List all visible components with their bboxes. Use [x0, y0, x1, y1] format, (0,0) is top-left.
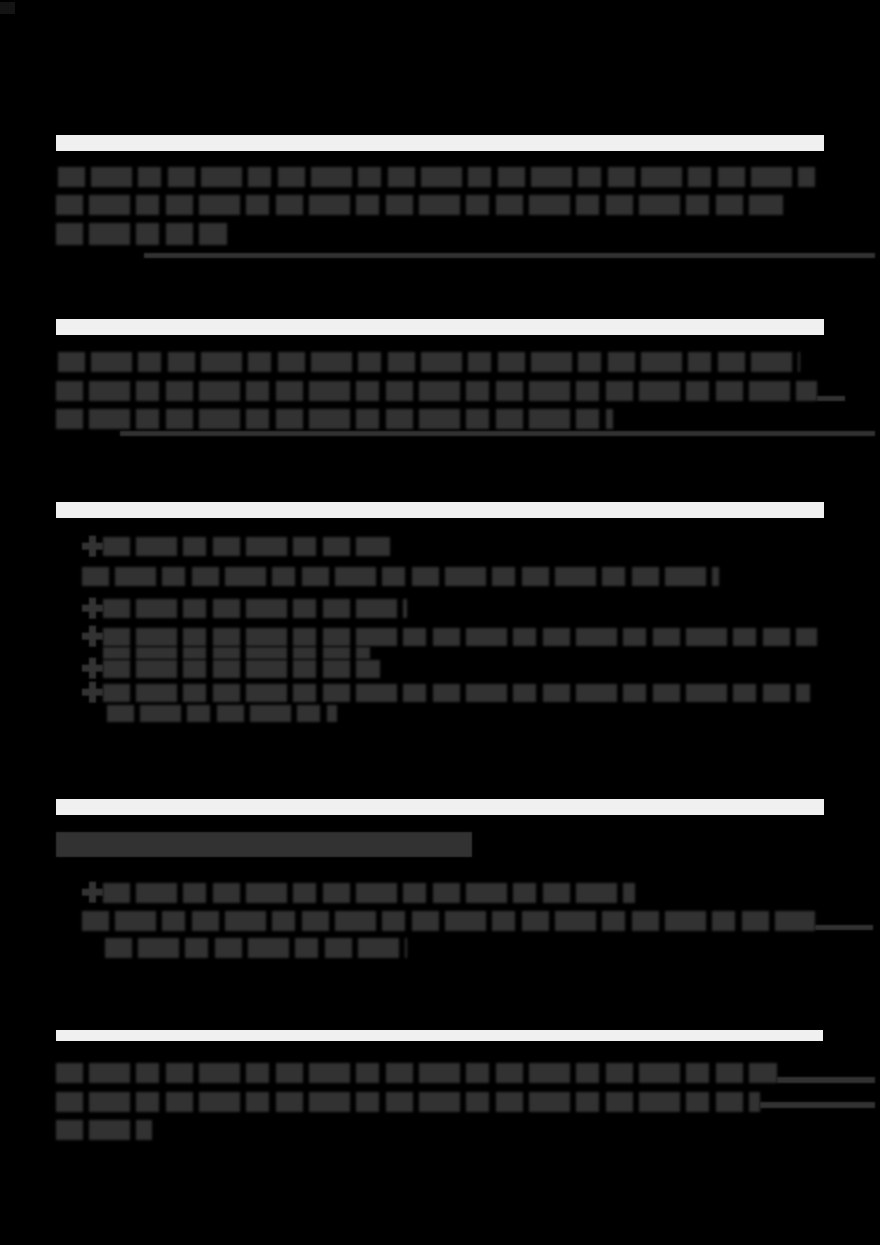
redacted-text-line	[107, 705, 337, 722]
corner-artifact	[0, 2, 15, 14]
redacted-text-line	[56, 1120, 152, 1140]
redacted-text-line	[58, 167, 815, 187]
blank-rule-line	[120, 431, 875, 436]
redacted-text-line	[56, 409, 613, 429]
plus-bullet-icon	[82, 682, 103, 703]
redacted-text-line	[56, 1063, 777, 1083]
blank-rule-line	[815, 925, 873, 930]
section-header-bar	[56, 1030, 823, 1041]
redacted-text-line	[103, 684, 810, 702]
bullet-line	[82, 599, 407, 618]
bullet-line	[82, 883, 635, 903]
plus-horizontal-stroke	[82, 889, 103, 896]
plus-horizontal-stroke	[82, 604, 103, 611]
section-header-bar	[56, 799, 824, 815]
plus-bullet-icon	[82, 882, 103, 903]
bullet-line	[82, 628, 817, 646]
plus-horizontal-stroke	[82, 665, 103, 672]
redacted-text-line	[103, 660, 380, 678]
redacted-text-line	[58, 352, 800, 372]
redacted-text-line	[103, 599, 407, 618]
redacted-text-line	[103, 647, 370, 659]
redacted-text-line	[56, 381, 817, 401]
bullet-line	[82, 684, 810, 702]
redacted-text-line	[82, 911, 815, 931]
redacted-text-line	[105, 938, 407, 958]
subheading-block	[56, 832, 472, 857]
section-header-bar	[56, 319, 824, 335]
section-header-bar	[56, 502, 824, 518]
blank-rule-line	[777, 1077, 875, 1083]
redacted-text-line	[103, 537, 390, 556]
plus-bullet-icon	[82, 658, 103, 679]
blank-rule-line	[760, 1102, 875, 1108]
redacted-text-line	[103, 628, 817, 646]
plus-horizontal-stroke	[82, 689, 103, 696]
plus-bullet-icon	[82, 626, 103, 647]
plus-horizontal-stroke	[82, 542, 103, 549]
plus-horizontal-stroke	[82, 633, 103, 640]
redacted-text-line	[82, 567, 719, 586]
redacted-text-line	[56, 195, 783, 215]
redacted-text-line	[103, 883, 635, 903]
blank-rule-line	[144, 253, 875, 258]
plus-bullet-icon	[82, 597, 103, 618]
redacted-text-line	[56, 1092, 760, 1112]
bullet-line	[82, 537, 390, 556]
bullet-line	[82, 660, 380, 678]
redacted-text-line	[56, 223, 227, 245]
plus-bullet-icon	[82, 535, 103, 556]
blank-rule-line	[817, 396, 845, 401]
section-header-bar	[56, 135, 824, 151]
